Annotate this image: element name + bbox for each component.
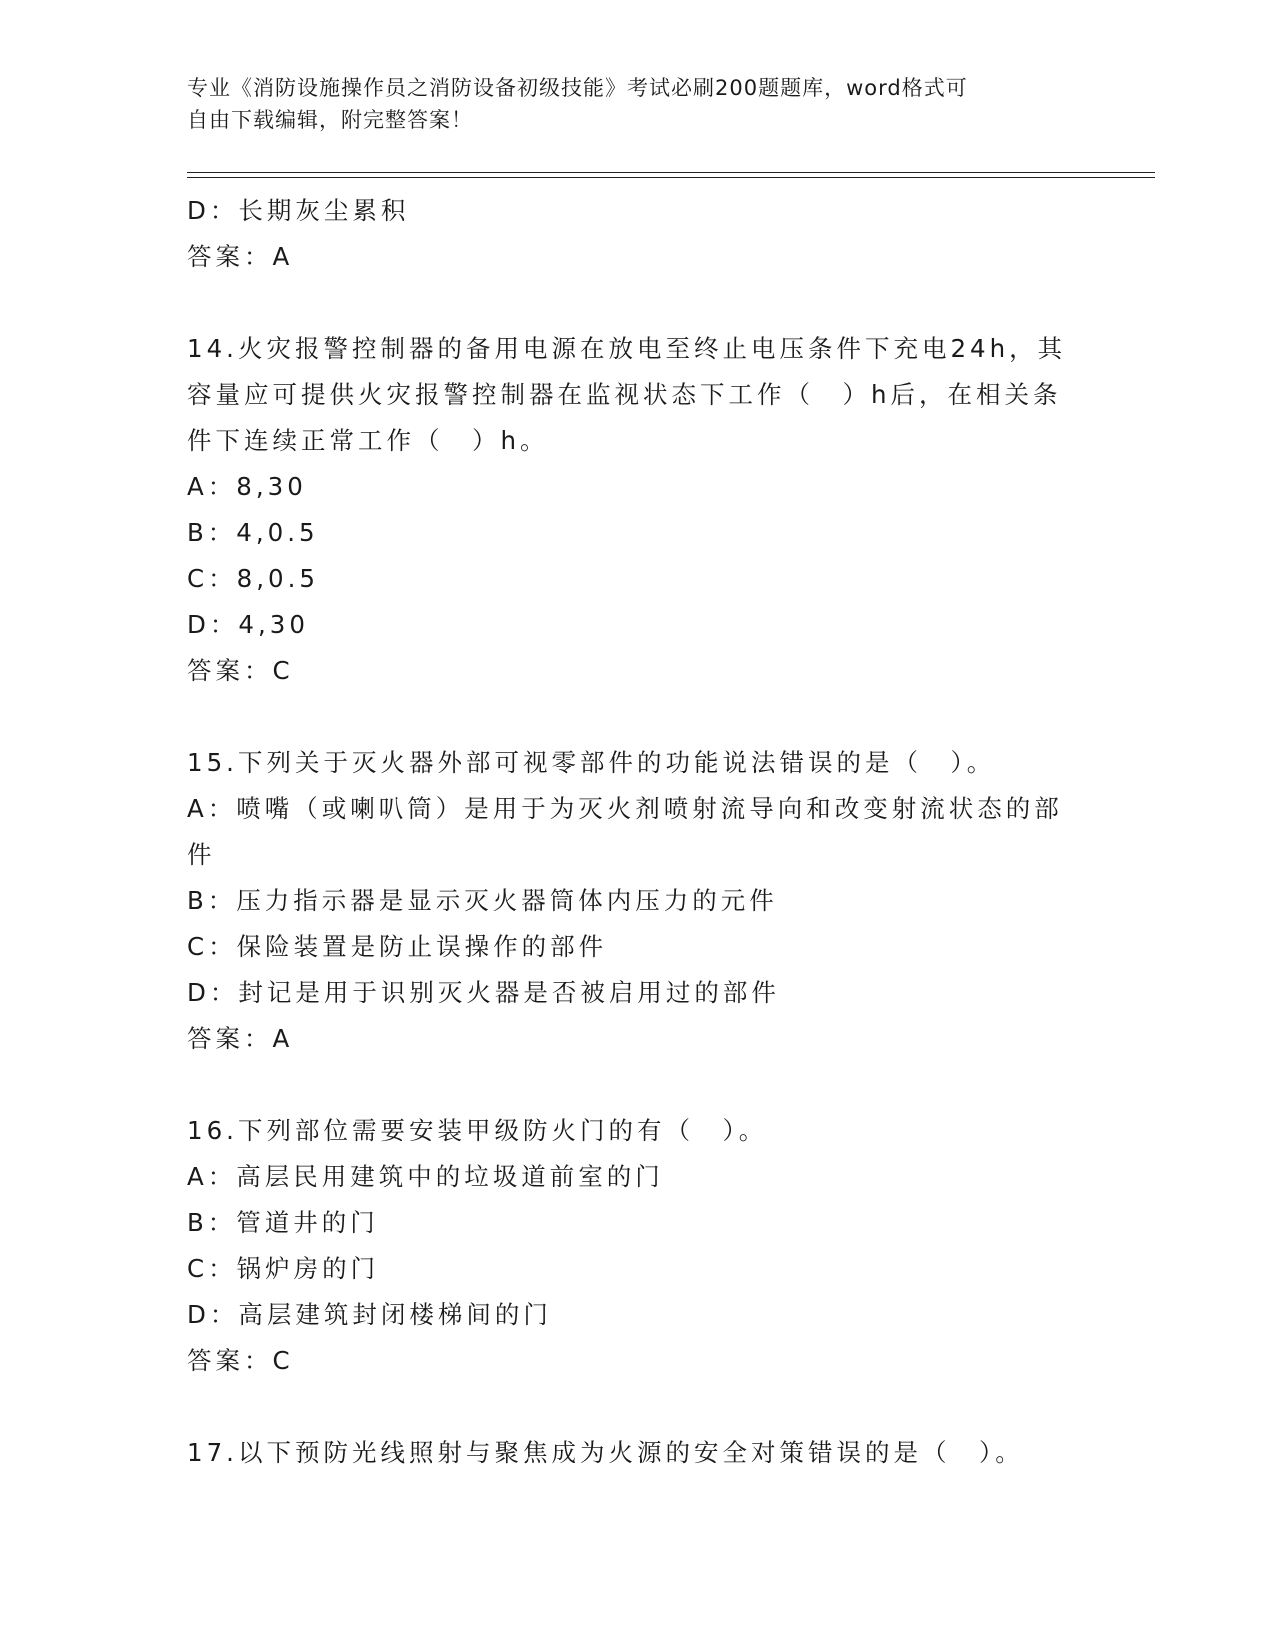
header-line-2: 自由下载编辑，附完整答案！ (187, 108, 473, 132)
option-c: C：保险装置是防止误操作的部件 (187, 932, 608, 961)
spacer (187, 694, 1087, 740)
question-stem: 14.火灾报警控制器的备用电源在放电至终止电压条件下充电24h，其 (187, 334, 1067, 363)
question-stem: 15.下列关于灭火器外部可视零部件的功能说法错误的是（ ）。 (187, 748, 996, 777)
spacer (187, 1062, 1087, 1108)
answer-line: 答案：A (187, 1024, 294, 1053)
answer-line: 答案：C (187, 1346, 294, 1375)
option-d: D：长期灰尘累积 (187, 196, 410, 225)
option-c: C：锅炉房的门 (187, 1254, 380, 1283)
option-d: D：封记是用于识别灭火器是否被启用过的部件 (187, 978, 780, 1007)
header-line-1: 专业《消防设施操作员之消防设备初级技能》考试必刷200题题库，word格式可 (187, 76, 968, 100)
header-divider-bottom (187, 177, 1155, 178)
option-a: A：喷嘴（或喇叭筒）是用于为灭火剂喷射流导向和改变射流状态的部 (187, 794, 1063, 823)
question-content (187, 188, 1087, 1476)
spacer (187, 1384, 1087, 1430)
question-14 (187, 326, 1087, 694)
question-stem: 容量应可提供火灾报警控制器在监视状态下工作（ ）h后，在相关条 (187, 380, 1062, 409)
option-a: A：高层民用建筑中的垃圾道前室的门 (187, 1162, 664, 1191)
answer-line: 答案：C (187, 656, 294, 685)
question-16 (187, 1108, 1087, 1384)
answer-line: 答案：A (187, 242, 294, 271)
option-b: B：压力指示器是显示灭火器筒体内压力的元件 (187, 886, 778, 915)
question-stem: 17.以下预防光线照射与聚焦成为火源的安全对策错误的是（ ）。 (187, 1438, 1024, 1467)
option-c: C：8,0.5 (187, 564, 319, 593)
question-17 (187, 1430, 1087, 1476)
option-d: D：高层建筑封闭楼梯间的门 (187, 1300, 552, 1329)
header-divider-top (187, 172, 1155, 173)
spacer (187, 280, 1087, 326)
option-d: D：4,30 (187, 610, 309, 639)
document-header (187, 72, 1087, 136)
question-15 (187, 740, 1087, 1062)
question-stem: 16.下列部位需要安装甲级防火门的有（ ）。 (187, 1116, 768, 1145)
option-a-continued: 件 (187, 840, 216, 869)
option-b: B：4,0.5 (187, 518, 319, 547)
question-stem: 件下连续正常工作（ ）h。 (187, 426, 549, 455)
option-b: B：管道井的门 (187, 1208, 379, 1237)
option-a: A：8,30 (187, 472, 307, 501)
